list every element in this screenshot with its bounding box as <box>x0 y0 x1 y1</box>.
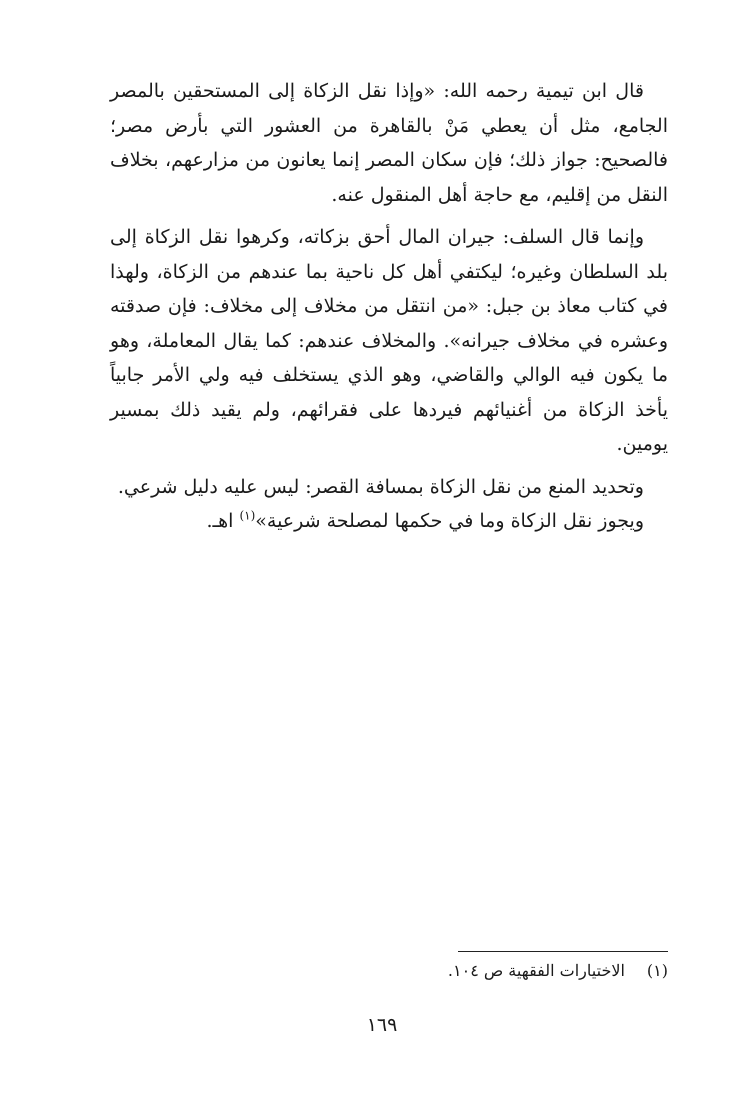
paragraph-ibn-taymiyyah-quote: قال ابن تيمية رحمه الله: «وإذا نقل الزكاة إلى المستحقين بالمصر الجامع، مثل أن يعطي مَنْ بالقاهرة من العشور التي بأرض مصر؛ فالصحيح: جواز ذلك؛ فإن سكان المصر إنما يعانون من مزارعهم، بخلاف النقل من إقليم، مع حاجة أهل المنقول عنه. <box>110 80 668 206</box>
footnote-number: (١) <box>646 961 668 980</box>
footnote-reference-marker: (١) <box>239 508 256 523</box>
paragraph-salaf-saying: وإنما قال السلف: جيران المال أحق بزكاته، وكرهوا نقل الزكاة إلى بلد السلطان وغيره؛ ليكتفي أهل كل ناحية بما عندهم من الزكاة، ولهذا في كتاب معاذ بن جبل: «من انتقل من مخلاف إلى مخلاف: فإن صدقته وعشره في مخلاف جيرانه». والمخلاف عندهم: كما يقال المعاملة، وهو ما يكون فيه الوالي والقاضي، وهو الذي يستخلف فيه ولي الأمر جابياً يأخذ الزكاة من أغنيائهم فيردها على فقرائهم، ولم يقيد ذلك بمسير يومين. <box>110 226 668 455</box>
conclusion-text: ويجوز نقل الزكاة وما في حكمها لمصلحة شرعية» <box>255 510 644 532</box>
footnote <box>448 960 668 982</box>
conclusion-ending: اهـ. <box>206 510 240 532</box>
footnote-separator-line <box>458 951 668 952</box>
paragraph-gap <box>110 212 668 220</box>
footnote-text: الاختيارات الفقهية ص ١٠٤. <box>447 961 625 980</box>
paragraph-gap <box>110 462 668 470</box>
paragraph-conclusion <box>110 504 668 539</box>
page-number: ١٦٩ <box>366 1014 398 1036</box>
paragraph-distance-ruling: وتحديد المنع من نقل الزكاة بمسافة القصر: ليس عليه دليل شرعي. <box>117 475 644 498</box>
main-text-block <box>110 74 668 539</box>
